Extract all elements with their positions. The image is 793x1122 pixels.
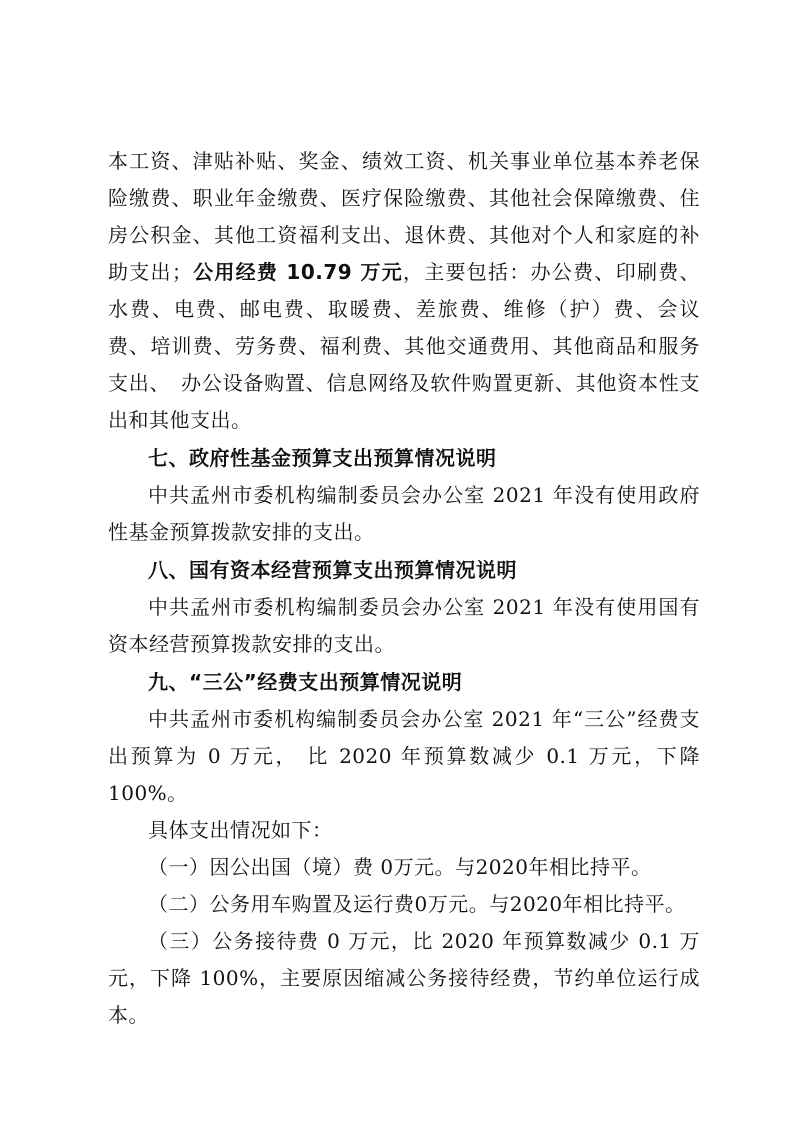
section-9-heading: 九、“三公”经费支出预算情况说明 [148,670,463,694]
section-9-intro: 具体支出情况如下： [148,818,333,842]
section-7-heading: 七、政府性基金预算支出预算情况说明 [148,446,497,470]
section-7-body: 中共孟州市委机构编制委员会办公室 2021 年没有使用政府性基金预算拨款安排的支出。 [108,483,700,544]
paragraph-text-after-bold: ，主要包括：办公费、印刷费、水费、电费、邮电费、取暖费、差旅费、维修（护）费、会议费、培训费、劳务费、福利费、其他交通费用、其他商品和服务支出、 办公设备购置、信息网络及软件购置更新、其他资本性支出和其他支出。 [108,260,701,432]
section-9-body: 中共孟州市委机构编制委员会办公室 2021 年“三公”经费支出预算为 0 万元， 比 2020 年预算数减少 0.1 万元，下降 100%。 [108,707,700,805]
section-9-item-2: （二）公务用车购置及运行费0万元。与2020年相比持平。 [148,892,686,916]
section-9-item-3: （三）公务接待费 0 万元，比 2020 年预算数减少 0.1 万元，下降 100%，主要原因缩减公务接待经费，节约单位运行成本。 [108,929,700,1027]
section-8-heading: 八、国有资本经营预算支出预算情况说明 [148,558,517,582]
paragraph-public-expenses [108,143,700,439]
public-funds-bold-text: 公用经费 10.79 万元 [192,260,403,284]
paragraph-text-before-bold: 本工资、津贴补贴、奖金、绩效工资、机关事业单位基本养老保险缴费、职业年金缴费、医疗保险缴费、其他社会保障缴费、住房公积金、其他工资福利支出、退休费、其他对个人和家庭的补助支出； [108,149,700,284]
document-body [108,143,700,1034]
section-9-item-1: （一）因公出国（境）费 0万元。与2020年相比持平。 [148,855,652,879]
section-8-body: 中共孟州市委机构编制委员会办公室 2021 年没有使用国有资本经营预算拨款安排的支出。 [108,595,700,656]
